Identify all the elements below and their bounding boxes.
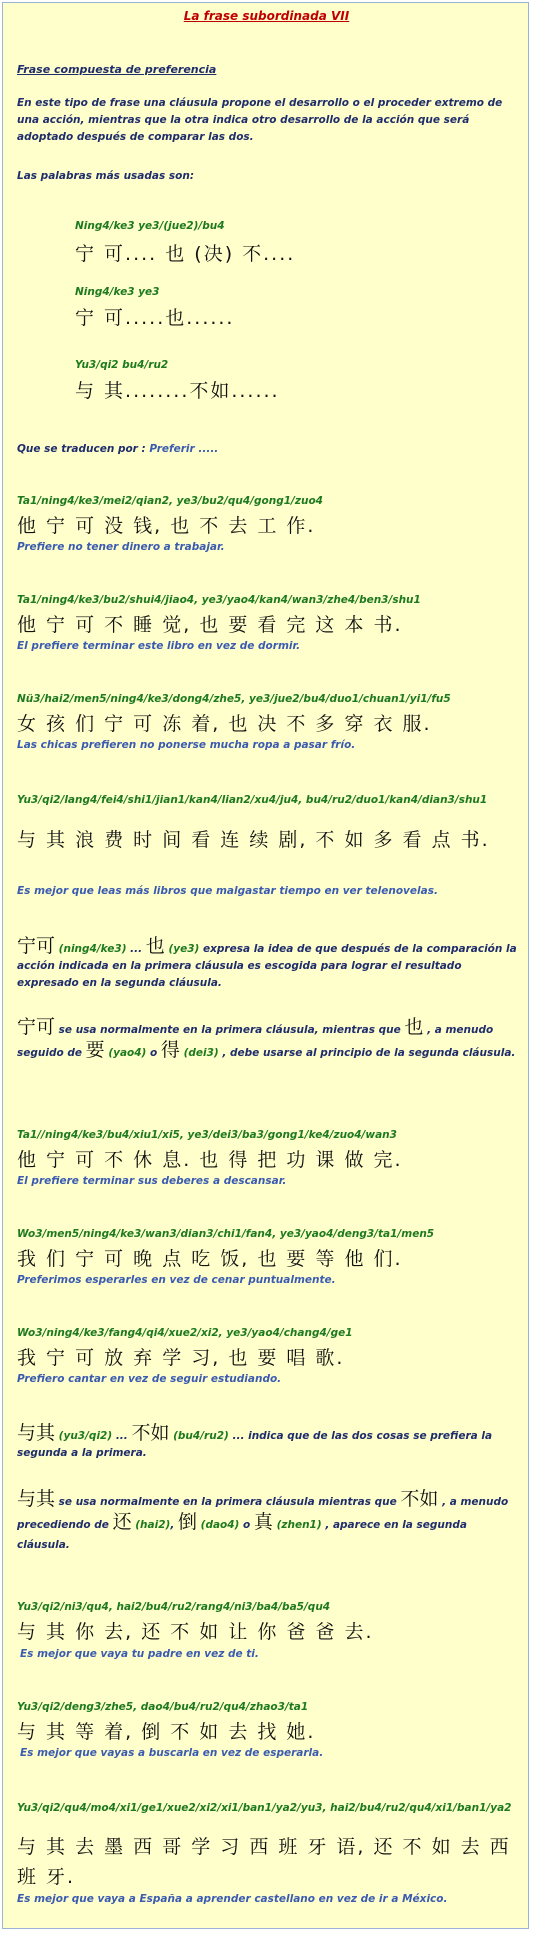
pinyin-term: (yu3/qi2) — [58, 1430, 113, 1442]
section-heading: Frase compuesta de preferencia — [17, 63, 217, 76]
hanzi-term: 真 — [253, 1511, 273, 1533]
pattern-pinyin: Yu3/qi2 bu4/ru2 — [75, 359, 169, 371]
translate-label: Que se traducen por : — [17, 443, 146, 455]
hanzi-term: 不如 — [400, 1488, 439, 1510]
example-pinyin: Ta1/ning4/ke3/bu2/shui4/jiao4, ye3/yao4/kan4/wan3/zhe4/ben3/shu1 — [17, 594, 421, 606]
example-pinyin: Ta1//ning4/ke3/bu4/xiu1/xi5, ye3/dei3/ba3/gong1/ke4/zuo4/wan3 — [17, 1129, 397, 1141]
ellipsis: ... — [130, 943, 143, 955]
example-translation: Preferimos esperarles en vez de cenar puntualmente. — [17, 1274, 336, 1286]
example-hanzi: 与 其 等 着, 倒 不 如 去 找 她. — [17, 1721, 316, 1743]
hanzi-term: 宁可 — [17, 1016, 56, 1038]
example-translation: Es mejor que leas más libros que malgastar tiempo en ver telenovelas. — [17, 885, 438, 897]
hanzi-term: 不如 — [131, 1422, 170, 1444]
note-text: , a menudo seguido de — [17, 1024, 494, 1059]
hanzi-term: 还 — [112, 1511, 132, 1533]
example-hanzi: 与 其 浪 费 时 间 看 连 续 剧, 不 如 多 看 点 书. — [17, 829, 490, 851]
example-pinyin: Wo3/ning4/ke3/fang4/qi4/xue2/xi2, ye3/yao4/chang4/ge1 — [17, 1327, 353, 1339]
example-translation: El prefiere terminar este libro en vez de dormir. — [17, 640, 301, 652]
example-hanzi: 他 宁 可 没 钱, 也 不 去 工 作. — [17, 515, 316, 537]
pattern-hanzi: 宁 可.....也...... — [75, 307, 235, 329]
example-pinyin: Wo3/men5/ning4/ke3/wan3/dian3/chi1/fan4, ye3/yao4/deng3/ta1/men5 — [17, 1228, 435, 1240]
example-translation: Prefiero cantar en vez de seguir estudiando. — [17, 1373, 282, 1385]
example-pinyin: Yu3/qi2/ni3/qu4, hai2/bu4/ru2/rang4/ni3/ba4/ba5/qu4 — [17, 1601, 331, 1613]
example-translation: Es mejor que vaya tu padre en vez de ti. — [20, 1648, 259, 1660]
note-paragraph — [17, 1489, 517, 1555]
conjunction: o — [243, 1519, 251, 1531]
pattern-pinyin: Ning4/ke3 ye3 — [75, 286, 160, 298]
example-translation: Las chicas prefieren no ponerse mucha ropa a pasar frío. — [17, 739, 356, 751]
hanzi-term: 倒 — [177, 1511, 197, 1533]
words-label: Las palabras más usadas son: — [17, 170, 195, 182]
ellipsis: ... — [232, 1430, 245, 1442]
example-pinyin: Ta1/ning4/ke3/mei2/qian2, ye3/bu2/qu4/gong1/zuo4 — [17, 495, 323, 507]
note-paragraph — [17, 1422, 517, 1462]
ellipsis: ... — [115, 1430, 128, 1442]
example-hanzi: 与 其 去 墨 西 哥 学 习 西 班 牙 语, 还 不 如 去 西 班 牙. — [17, 1836, 511, 1888]
pinyin-term: (hai2) — [135, 1519, 171, 1531]
example-pinyin: Yu3/qi2/deng3/zhe5, dao4/bu4/ru2/qu4/zhao3/ta1 — [17, 1701, 309, 1713]
example-pinyin: Yu3/qi2/qu4/mo4/xi1/ge1/xue2/xi2/xi1/ban1/ya2/yu3, hai2/bu4/ru2/qu4/xi1/ban1/ya2 — [17, 1802, 512, 1814]
document-page — [2, 2, 529, 1929]
note-text: , a menudo precediendo de — [17, 1496, 509, 1531]
pattern-pinyin: Ning4/ke3 ye3/(jue2)/bu4 — [75, 220, 225, 232]
example-hanzi: 女 孩 们 宁 可 冻 着, 也 决 不 多 穿 衣 服. — [17, 713, 432, 735]
pattern-hanzi: 宁 可.... 也 (决) 不.... — [75, 243, 296, 265]
document-title: La frase subordinada VII — [183, 9, 350, 23]
intro-paragraph: En este tipo de frase una cláusula propone el desarrollo o el proceder extremo de una acción, mientras que la otra indica otro desarrollo de la acción que será adoptado después de comparar las dos. — [17, 97, 503, 143]
example-translation: Prefiere no tener dinero a trabajar. — [17, 541, 225, 553]
example-translation: Es mejor que vayas a buscarla en vez de esperarla. — [20, 1747, 324, 1759]
note-paragraph — [17, 1017, 517, 1063]
pattern-hanzi: 与 其........不如...... — [75, 380, 280, 402]
note-text: se usa normalmente en la primera cláusula, mientras que — [58, 1024, 401, 1036]
example-hanzi: 他 宁 可 不 睡 觉, 也 要 看 完 这 本 书. — [17, 614, 403, 636]
example-translation: El prefiere terminar sus deberes a descansar. — [17, 1175, 287, 1187]
note-text: , aparece en la segunda cláusula. — [17, 1519, 467, 1551]
hanzi-term: 与其 — [17, 1422, 56, 1444]
example-hanzi: 我 宁 可 放 弃 学 习, 也 要 唱 歌. — [17, 1347, 345, 1369]
hanzi-term: 要 — [85, 1039, 105, 1061]
hanzi-term: 与其 — [17, 1488, 56, 1510]
conjunction: o — [150, 1047, 158, 1059]
example-pinyin: Nü3/hai2/men5/ning4/ke3/dong4/zhe5, ye3/jue2/bu4/duo1/chuan1/yi1/fu5 — [17, 693, 451, 705]
example-hanzi: 与 其 你 去, 还 不 如 让 你 爸 爸 去. — [17, 1621, 374, 1643]
hanzi-term: 也 — [145, 935, 165, 957]
note-text: indica que de las dos cosas se prefiera la segunda a la primera. — [17, 1430, 493, 1459]
note-text: , debe usarse al principio de la segunda cláusula. — [222, 1047, 516, 1059]
comma: , — [170, 1519, 175, 1531]
pinyin-term: (ye3) — [168, 943, 200, 955]
pinyin-term: (ning4/ke3) — [58, 943, 127, 955]
hanzi-term: 也 — [404, 1016, 424, 1038]
note-text: expresa la idea de que después de la comparación la acción indicada en la primera cláusula es escogida para lograr el resultado expresado en la segunda cláusula. — [17, 943, 517, 989]
pinyin-term: (yao4) — [108, 1047, 147, 1059]
note-paragraph — [17, 935, 517, 992]
pinyin-term: (dao4) — [200, 1519, 240, 1531]
example-translation: Es mejor que vaya a España a aprender castellano en vez de ir a México. — [17, 1893, 448, 1905]
example-hanzi: 我 们 宁 可 晚 点 吃 饭, 也 要 等 他 们. — [17, 1248, 403, 1270]
pinyin-term: (dei3) — [183, 1047, 219, 1059]
note-text: se usa normalmente en la primera cláusula mientras que — [58, 1496, 397, 1508]
hanzi-term: 宁可 — [17, 935, 56, 957]
pinyin-term: (bu4/ru2) — [173, 1430, 229, 1442]
translate-value: Preferir ..... — [149, 443, 219, 455]
pinyin-term: (zhen1) — [276, 1519, 322, 1531]
hanzi-term: 得 — [160, 1039, 180, 1061]
example-hanzi: 他 宁 可 不 休 息. 也 得 把 功 课 做 完. — [17, 1149, 403, 1171]
translate-line — [17, 441, 517, 458]
example-pinyin: Yu3/qi2/lang4/fei4/shi1/jian1/kan4/lian2/xu4/ju4, bu4/ru2/duo1/kan4/dian3/shu1 — [17, 794, 488, 806]
